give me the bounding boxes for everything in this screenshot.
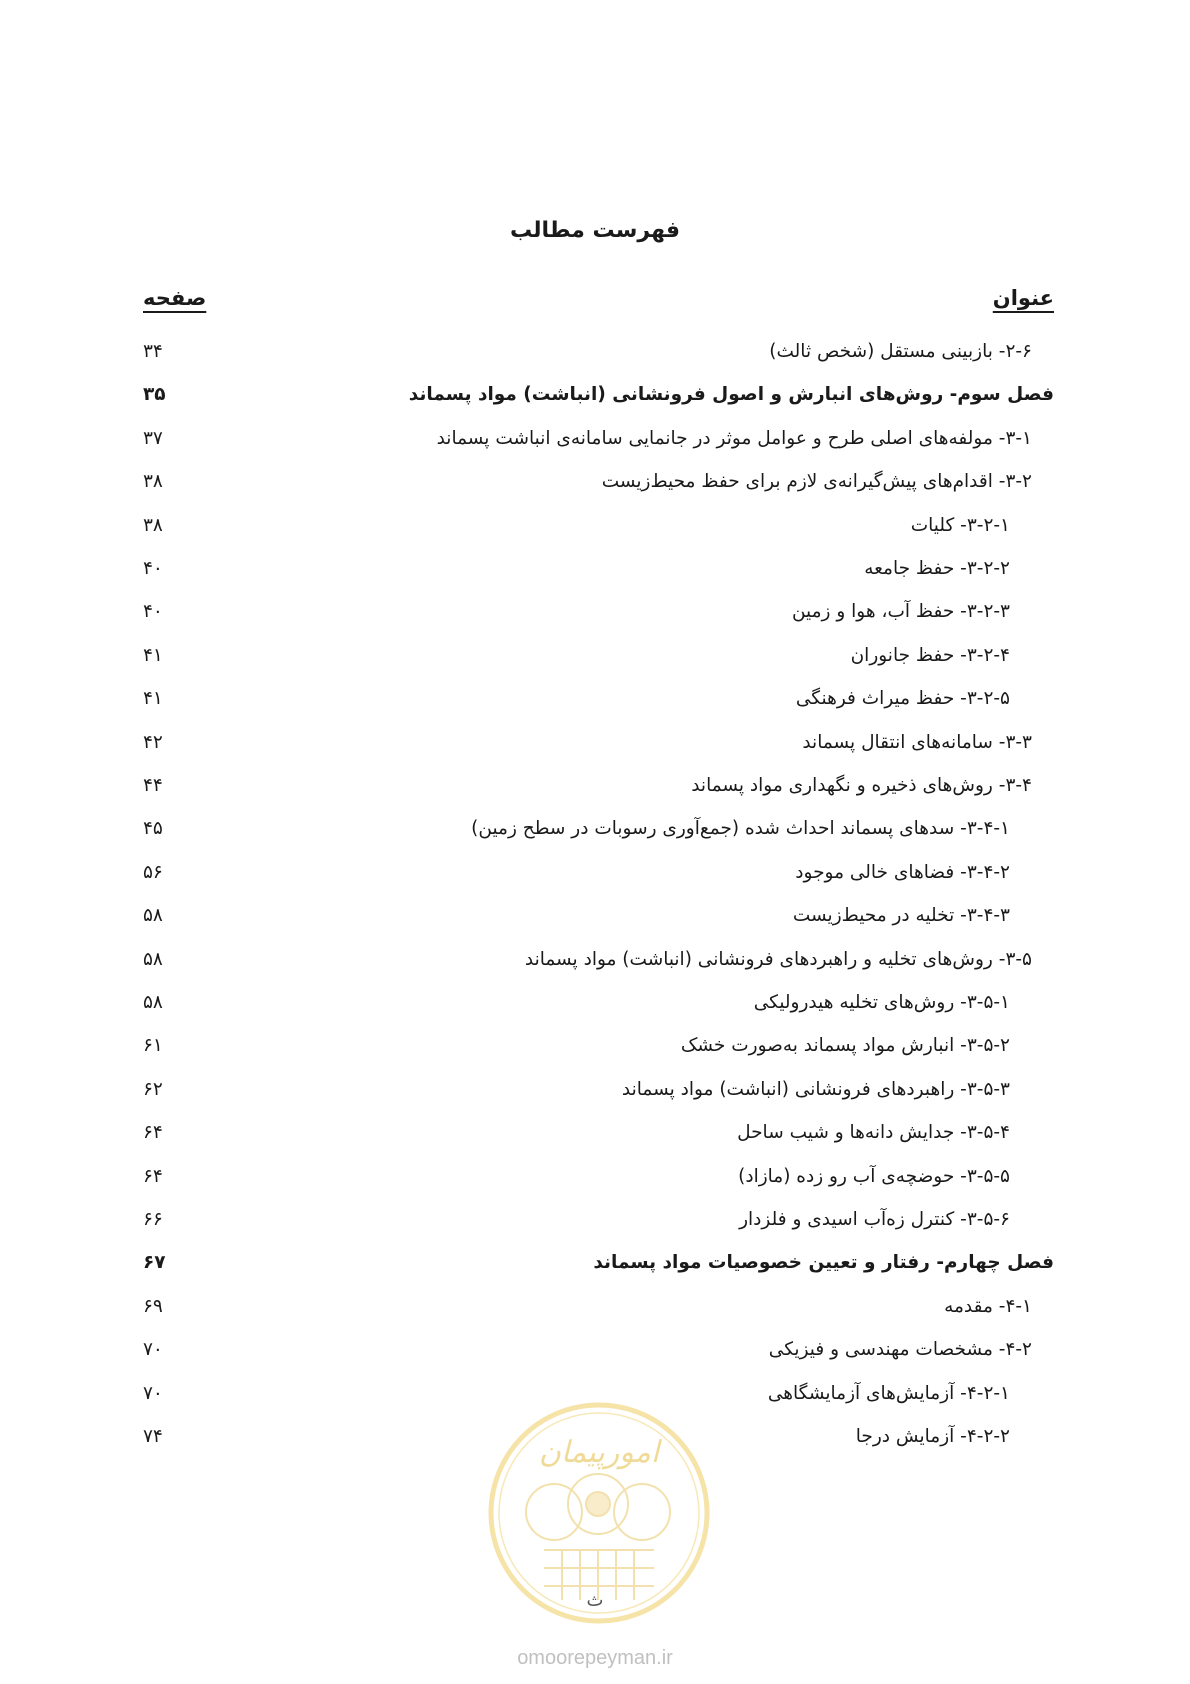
page-title: فهرست مطالب (509, 218, 681, 243)
toc-entry-page: ۶۷ (143, 1252, 166, 1274)
page-column-header: صفحه (143, 286, 207, 310)
toc-entry-title: ۴-۲-۱- آزمایش‌های آزمایشگاهی (767, 1382, 1010, 1404)
toc-entry (0, 636, 1190, 676)
watermark-logo-text: امورپیمان (538, 1435, 660, 1470)
toc-entry-page: ۵۶ (143, 861, 163, 883)
toc-entry (0, 853, 1190, 893)
toc-entry-page: ۷۴ (143, 1426, 163, 1447)
toc-entry (0, 1200, 1190, 1240)
toc-entry (0, 896, 1190, 936)
toc-entry (0, 679, 1190, 719)
toc-entry-title: ۳-۲- اقدام‌های پیش‌گیرانه‌ی لازم برای حفظ محیط‌زیست (601, 471, 1032, 493)
toc-entry-title: ۲-۶- بازبینی مستقل (شخص ثالث) (769, 341, 1032, 362)
toc-entry (0, 1026, 1190, 1066)
toc-entry (0, 1113, 1190, 1153)
toc-entry-page: ۴۰ (143, 601, 163, 623)
toc-entry-title: ۳-۴-۳- تخلیه در محیط‌زیست (792, 905, 1010, 927)
toc-entry-page: ۴۴ (143, 775, 163, 796)
toc-entry-title: ۴-۲- مشخصات مهندسی و فیزیکی (768, 1339, 1032, 1361)
toc-entry-title: ۳-۲-۴- حفظ جانوران (850, 644, 1010, 666)
toc-entry (0, 983, 1190, 1023)
toc-entry (0, 462, 1190, 502)
toc-entry-title: ۳-۲-۲- حفظ جامعه (864, 558, 1010, 579)
toc-entry-title: ۳-۴-۲- فضاهای خالی موجود (795, 861, 1010, 883)
toc-entry-page: ۶۴ (143, 1122, 163, 1144)
toc-entry-title: ۳-۳- سامانه‌های انتقال پسماند (802, 731, 1032, 753)
toc-entry-page: ۵۸ (143, 948, 163, 970)
toc-entry (0, 766, 1190, 806)
toc-entry-page: ۶۴ (143, 1165, 163, 1187)
toc-entry-page: ۳۵ (143, 384, 166, 406)
toc-entry-page: ۳۸ (143, 514, 163, 536)
toc-entry-title: ۳-۲-۵- حفظ میراث فرهنگی (795, 688, 1010, 710)
toc-entry-title: ۳-۵-۴- جدایش دانه‌ها و شیب ساحل (737, 1122, 1010, 1144)
toc-entry-page: ۵۸ (143, 905, 163, 927)
toc-entry-page: ۶۲ (143, 1078, 163, 1100)
toc-entry-title: ۳-۴-۱- سدهای پسماند احداث شده (جمع‌آوری رسوبات در سطح زمین) (471, 818, 1010, 840)
toc-entry-title: ۳-۲-۱- کلیات (910, 514, 1010, 536)
toc-entry-title: فصل سوم- روش‌های انبارش و اصول فرونشانی (انباشت) مواد پسماند (408, 384, 1054, 406)
toc-entry-title: ۴-۲-۲- آزمایش درجا (855, 1426, 1010, 1447)
toc-entry (0, 1243, 1190, 1283)
toc-entry-title: ۳-۴- روش‌های ذخیره و نگهداری مواد پسماند (691, 775, 1032, 796)
toc-entry-title: ۳-۵-۲- انبارش مواد پسماند به‌صورت خشک (680, 1035, 1010, 1057)
toc-entry-page: ۴۱ (143, 688, 163, 710)
toc-entry-page: ۴۰ (143, 558, 163, 579)
toc-entry (0, 940, 1190, 980)
toc-entry-page: ۶۱ (143, 1035, 163, 1057)
toc-entry-title: ۴-۱- مقدمه (944, 1295, 1032, 1317)
toc-entry-title: فصل چهارم- رفتار و تعیین خصوصیات مواد پسماند (593, 1252, 1054, 1274)
toc-entry (0, 1287, 1190, 1327)
toc-entry (0, 506, 1190, 546)
toc-entry (0, 419, 1190, 459)
toc-entry-page: ۳۷ (143, 427, 163, 449)
toc-entry-title: ۳-۵-۱- روش‌های تخلیه هیدرولیکی (753, 992, 1010, 1013)
toc-entry (0, 592, 1190, 632)
toc-entry (0, 1070, 1190, 1110)
toc-entry-title: ۳-۲-۳- حفظ آب، هوا و زمین (791, 601, 1010, 623)
toc-entry-page: ۷۰ (143, 1382, 163, 1404)
toc-entry-title: ۳-۵-۶- کنترل زه‌آب اسیدی و فلزدار (739, 1209, 1010, 1230)
toc-entry (0, 375, 1190, 415)
toc-entry-title: ۳-۵- روش‌های تخلیه و راهبردهای فرونشانی (انباشت) مواد پسماند (524, 948, 1032, 970)
page-folio: ث (586, 1590, 604, 1611)
toc-entry (0, 332, 1190, 372)
toc-entry-title: ۳-۵-۵- حوضچه‌ی آب رو زده (مازاد) (738, 1165, 1010, 1187)
toc-entry (0, 1157, 1190, 1197)
toc-entry-page: ۴۵ (143, 818, 163, 840)
toc-entry-page: ۴۱ (143, 644, 163, 666)
toc-entry-page: ۳۸ (143, 471, 163, 493)
watermark-site: omoorepeyman.ir (517, 1647, 673, 1669)
toc-entry (0, 809, 1190, 849)
toc-entry-page: ۷۰ (143, 1339, 163, 1361)
toc-entry (0, 723, 1190, 763)
toc-entry-page: ۶۹ (143, 1295, 163, 1317)
title-column-header: عنوان (992, 286, 1054, 310)
toc-entry-page: ۵۸ (143, 992, 163, 1013)
toc-entry-title: ۳-۵-۳- راهبردهای فرونشانی (انباشت) مواد پسماند (621, 1078, 1010, 1100)
toc-entry-page: ۶۶ (143, 1209, 163, 1230)
toc-entry-title: ۳-۱- مولفه‌های اصلی طرح و عوامل موثر در جانمایی سامانه‌ی انباشت پسماند (436, 427, 1032, 449)
toc-entry (0, 549, 1190, 589)
toc-entry (0, 1330, 1190, 1370)
toc-entry-page: ۴۲ (143, 731, 163, 753)
toc-entry-page: ۳۴ (143, 341, 163, 362)
